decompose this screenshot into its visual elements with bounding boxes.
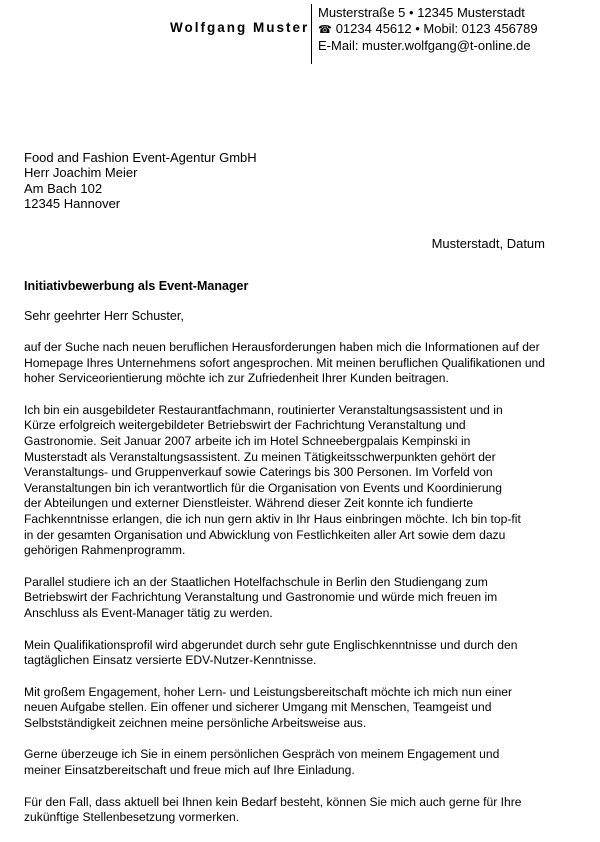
recipient-person: Herr Joachim Meier [24, 165, 138, 181]
body-paragraph [24, 575, 554, 622]
body-line: Homepage Ihres Unternehmens sofort angesprochen. Mit meinen beruflichen Qualifikationen und [24, 355, 546, 370]
body-line: auf der Suche nach neuen beruflichen Herausforderungen haben mich die Informationen auf der [24, 340, 540, 354]
sender-contact [318, 5, 538, 54]
body-line: neuen Aufgabe stellen. Ein offener und sicherer Umgang mit Menschen, Teamgeist und [24, 700, 492, 715]
body-paragraph [24, 638, 554, 669]
body-line: meiner Einsatzbereitschaft und freue mich auf Ihre Einladung. [24, 763, 355, 778]
recipient-company: Food and Fashion Event-Agentur GmbH [24, 150, 257, 165]
body-line: Für den Fall, dass aktuell bei Ihnen kein Bedarf besteht, können Sie mich auch gerne für Ihre [24, 794, 522, 809]
body-line: Selbstständigkeit zeichnen meine persönliche Arbeitsweise aus. [24, 715, 367, 730]
body-paragraph [24, 685, 554, 732]
sender-phone-line [318, 21, 538, 39]
body-line: Veranstaltungs- und Gruppenverkauf sowie Caterings bis 300 Personen. Im Vorfeld von [24, 465, 493, 480]
body-line: hoher Serviceorientierung möchte ich zur Zufriedenheit Ihrer Kunden beitragen. [24, 371, 449, 386]
body-paragraph [24, 340, 554, 387]
body-line: Mein Qualifikationsprofil wird abgerundet durch sehr gute Englischkenntnisse und durch den [24, 637, 518, 652]
body-line: der Abteilungen und externer Dienstleister. Während dieser Zeit konnte ich fundierte [24, 496, 474, 511]
recipient-street: Am Bach 102 [24, 180, 103, 196]
body-line: in der gesamten Organisation und Abwicklung von Festlichkeiten aller Art sowie dem dazu [24, 527, 506, 542]
sender-name: Wolfgang Muster [170, 20, 310, 35]
body-line: Kürze erfolgreich weitergebildeter Betriebswirt der Fachrichtung Veranstaltung und [24, 418, 466, 433]
telephone-icon: ☎ [318, 23, 332, 36]
body-line: Gastronomie. Seit Januar 2007 arbeite ich im Hotel Schneebergpalais Kempinski in [24, 433, 471, 448]
recipient-city: 12345 Hannover [24, 196, 121, 212]
body-line: Anschluss als Event-Manager tätig zu werden. [24, 605, 273, 620]
letter-date: Musterstadt, Datum [431, 236, 545, 251]
body-line: Betriebswirt der Fachrichtung Veranstaltung und Gastronomie und würde mich freuen im [24, 590, 498, 605]
recipient-address [24, 150, 257, 212]
sender-phone: 01234 45612 • Mobil: 0123 456789 [335, 20, 538, 36]
body-line: Fachkenntnisse erlangen, die ich nun gern aktiv in Ihr Haus einbringen möchte. Ich bin top-fit [24, 511, 521, 526]
sender-address: Musterstraße 5 • 12345 Musterstadt [318, 5, 525, 20]
sender-email: E-Mail: muster.wolfgang@t-online.de [318, 38, 531, 53]
body-line: Ich bin ein ausgebildeter Restaurantfachmann, routinierter Veranstaltungsassistent und in [24, 402, 503, 417]
body-paragraph [24, 747, 554, 778]
body-paragraph [24, 795, 554, 826]
letter-salutation: Sehr geehrter Herr Schuster, [24, 309, 184, 323]
letter-body [24, 340, 554, 842]
body-line: Mit großem Engagement, hoher Lern- und Leistungsbereitschaft möchte ich mich nun einer [24, 684, 513, 699]
body-line: tagtäglichen Einsatz versierte EDV-Nutzer-Kenntnisse. [24, 653, 317, 668]
body-line: zukünftige Stellenbesetzung vormerken. [24, 810, 240, 825]
body-line: Gerne überzeuge ich Sie in einem persönlichen Gespräch von meinem Engagement und [24, 747, 500, 762]
body-line: Veranstaltungen bin ich verantwortlich für die Organisation von Events und Koordinierung [24, 480, 502, 495]
body-line: Musterstadt als Veranstaltungsassistent. Zu meinen Tätigkeitsschwerpunkten gehört der [24, 449, 496, 464]
letter-subject: Initiativbewerbung als Event-Manager [24, 279, 249, 293]
header-divider [311, 4, 312, 64]
body-line: gehörigen Rahmenprogramm. [24, 543, 186, 558]
body-paragraph [24, 403, 554, 559]
body-line: Parallel studiere ich an der Staatlichen Hotelfachschule in Berlin den Studiengang zum [24, 574, 488, 589]
